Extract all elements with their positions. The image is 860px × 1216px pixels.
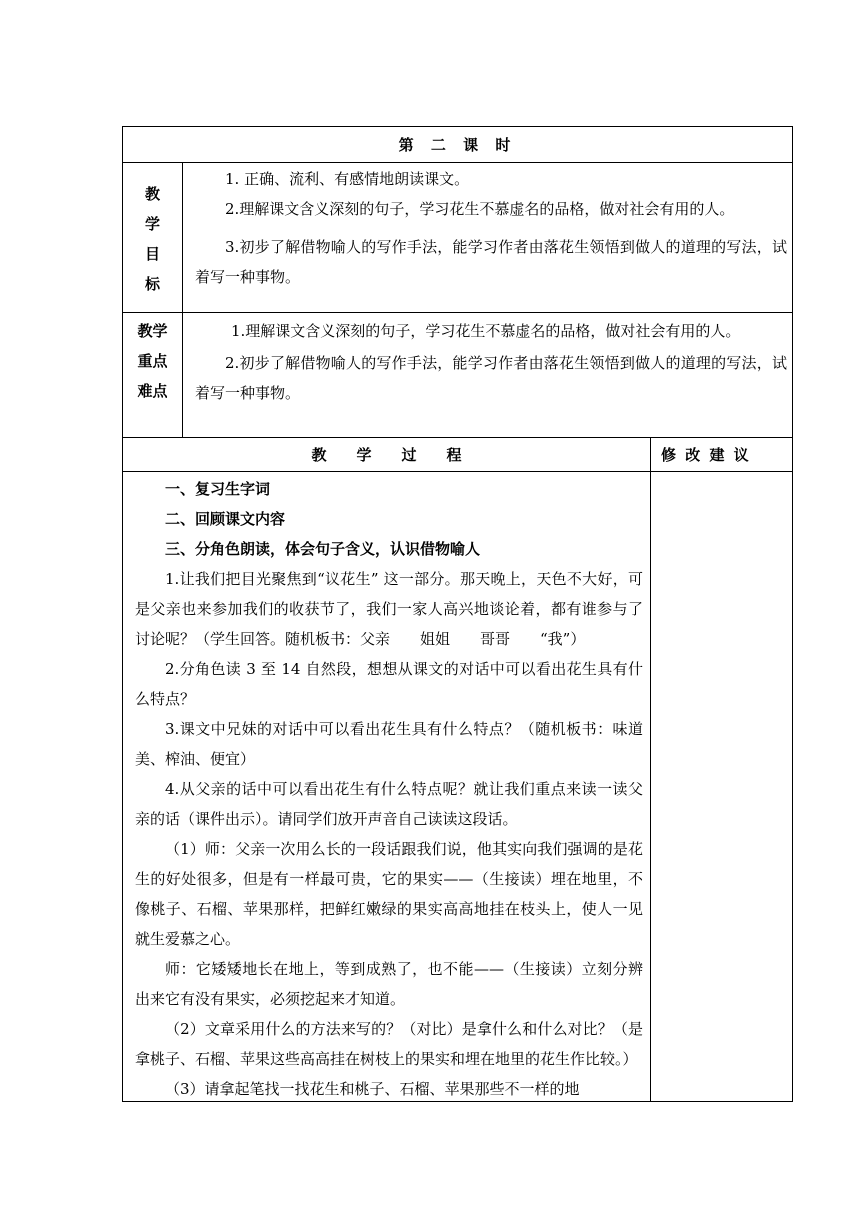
section-heading: 一、复习生字词 (165, 480, 271, 498)
row-divider (123, 162, 792, 163)
lesson-title: 第 二 课 时 (398, 136, 517, 154)
key-points-label-line: 重点 (137, 352, 168, 370)
row-divider (123, 471, 792, 472)
suggestion-heading: 修 改 建 议 (661, 445, 751, 464)
process-paragraph: （1）师：父亲一次用么长的一段话跟我们说，他其实向我们强调的是花生的好处很多，但是有一样最可贵，它的果实——（生接读）埋在地里，不像桃子、石榴、苹果那样，把鲜红嫩绿的果实高高地挂在枝头上，使人一见就生爱慕之心。 (135, 840, 643, 948)
process-paragraph: 1.让我们把目光聚焦到“议花生” 这一部分。那天晚上，天色不大好，可是父亲也来参加我们的收获节了，我们一家人高兴地谈论着，都有谁参与了讨论呢？（学生回答。随机板书：父亲 姐姐 哥哥 “我”） (135, 570, 643, 648)
objectives-label-char: 目 (144, 245, 160, 263)
process-paragraph: 4.从父亲的话中可以看出花生有什么特点呢？就让我们重点来读一读父亲的话（课件出示）。请同学们放开声音自己读读这段话。 (135, 780, 643, 828)
process-paragraph: 2.分角色读 3 至 14 自然段，想想从课文的对话中可以看出花生具有什么特点？ (135, 660, 643, 708)
key-point-item: 2.初步了解借物喻人的写作手法，能学习作者由落花生领悟到做人的道理的写法，试着写一种事物。 (195, 354, 787, 402)
process-paragraph: 3.课文中兄妹的对话中可以看出花生具有什么特点？（随机板书：味道美、榨油、便宜） (135, 720, 643, 768)
process-heading: 教 学 过 程 (311, 445, 462, 464)
objectives-content (195, 164, 787, 292)
objectives-label (123, 179, 182, 299)
row-divider (123, 312, 792, 313)
objectives-label-char: 教 (144, 185, 160, 203)
objective-item: 2.理解课文含义深刻的句子，学习花生不慕虚名的品格，做对社会有用的人。 (225, 200, 735, 218)
objective-item: 1. 正确、流利、有感情地朗读课文。 (225, 170, 470, 188)
section-heading: 二、回顾课文内容 (165, 510, 286, 528)
process-paragraph: 师：它矮矮地长在地上，等到成熟了，也不能——（生接读）立刻分辨出来它有没有果实，必须挖起来才知道。 (135, 960, 643, 1008)
process-paragraph: （2）文章采用什么的方法来写的？（对比）是拿什么和什么对比？（是拿桃子、石榴、苹果这些高高挂在树枝上的果实和埋在地里的花生作比较。） (135, 1020, 643, 1068)
key-points-label (123, 316, 182, 406)
label-column-divider (182, 162, 183, 437)
key-points-content (195, 316, 787, 408)
key-point-item: 1.理解课文含义深刻的句子，学习花生不慕虚名的品格，做对社会有用的人。 (231, 322, 741, 340)
process-body (135, 474, 643, 1104)
process-paragraph: （3）请拿起笔找一找花生和桃子、石榴、苹果那些不一样的地 (165, 1080, 580, 1098)
suggestion-column-divider (650, 437, 651, 1101)
lesson-plan-table (122, 126, 793, 1102)
objective-item: 3.初步了解借物喻人的写作手法，能学习作者由落花生领悟到做人的道理的写法，试着写一种事物。 (195, 238, 787, 286)
objectives-label-char: 标 (144, 275, 160, 293)
key-points-label-line: 难点 (137, 382, 168, 400)
objectives-label-char: 学 (144, 215, 160, 233)
key-points-label-line: 教学 (137, 322, 168, 340)
section-heading: 三、分角色朗读，体会句子含义，认识借物喻人 (165, 540, 481, 558)
